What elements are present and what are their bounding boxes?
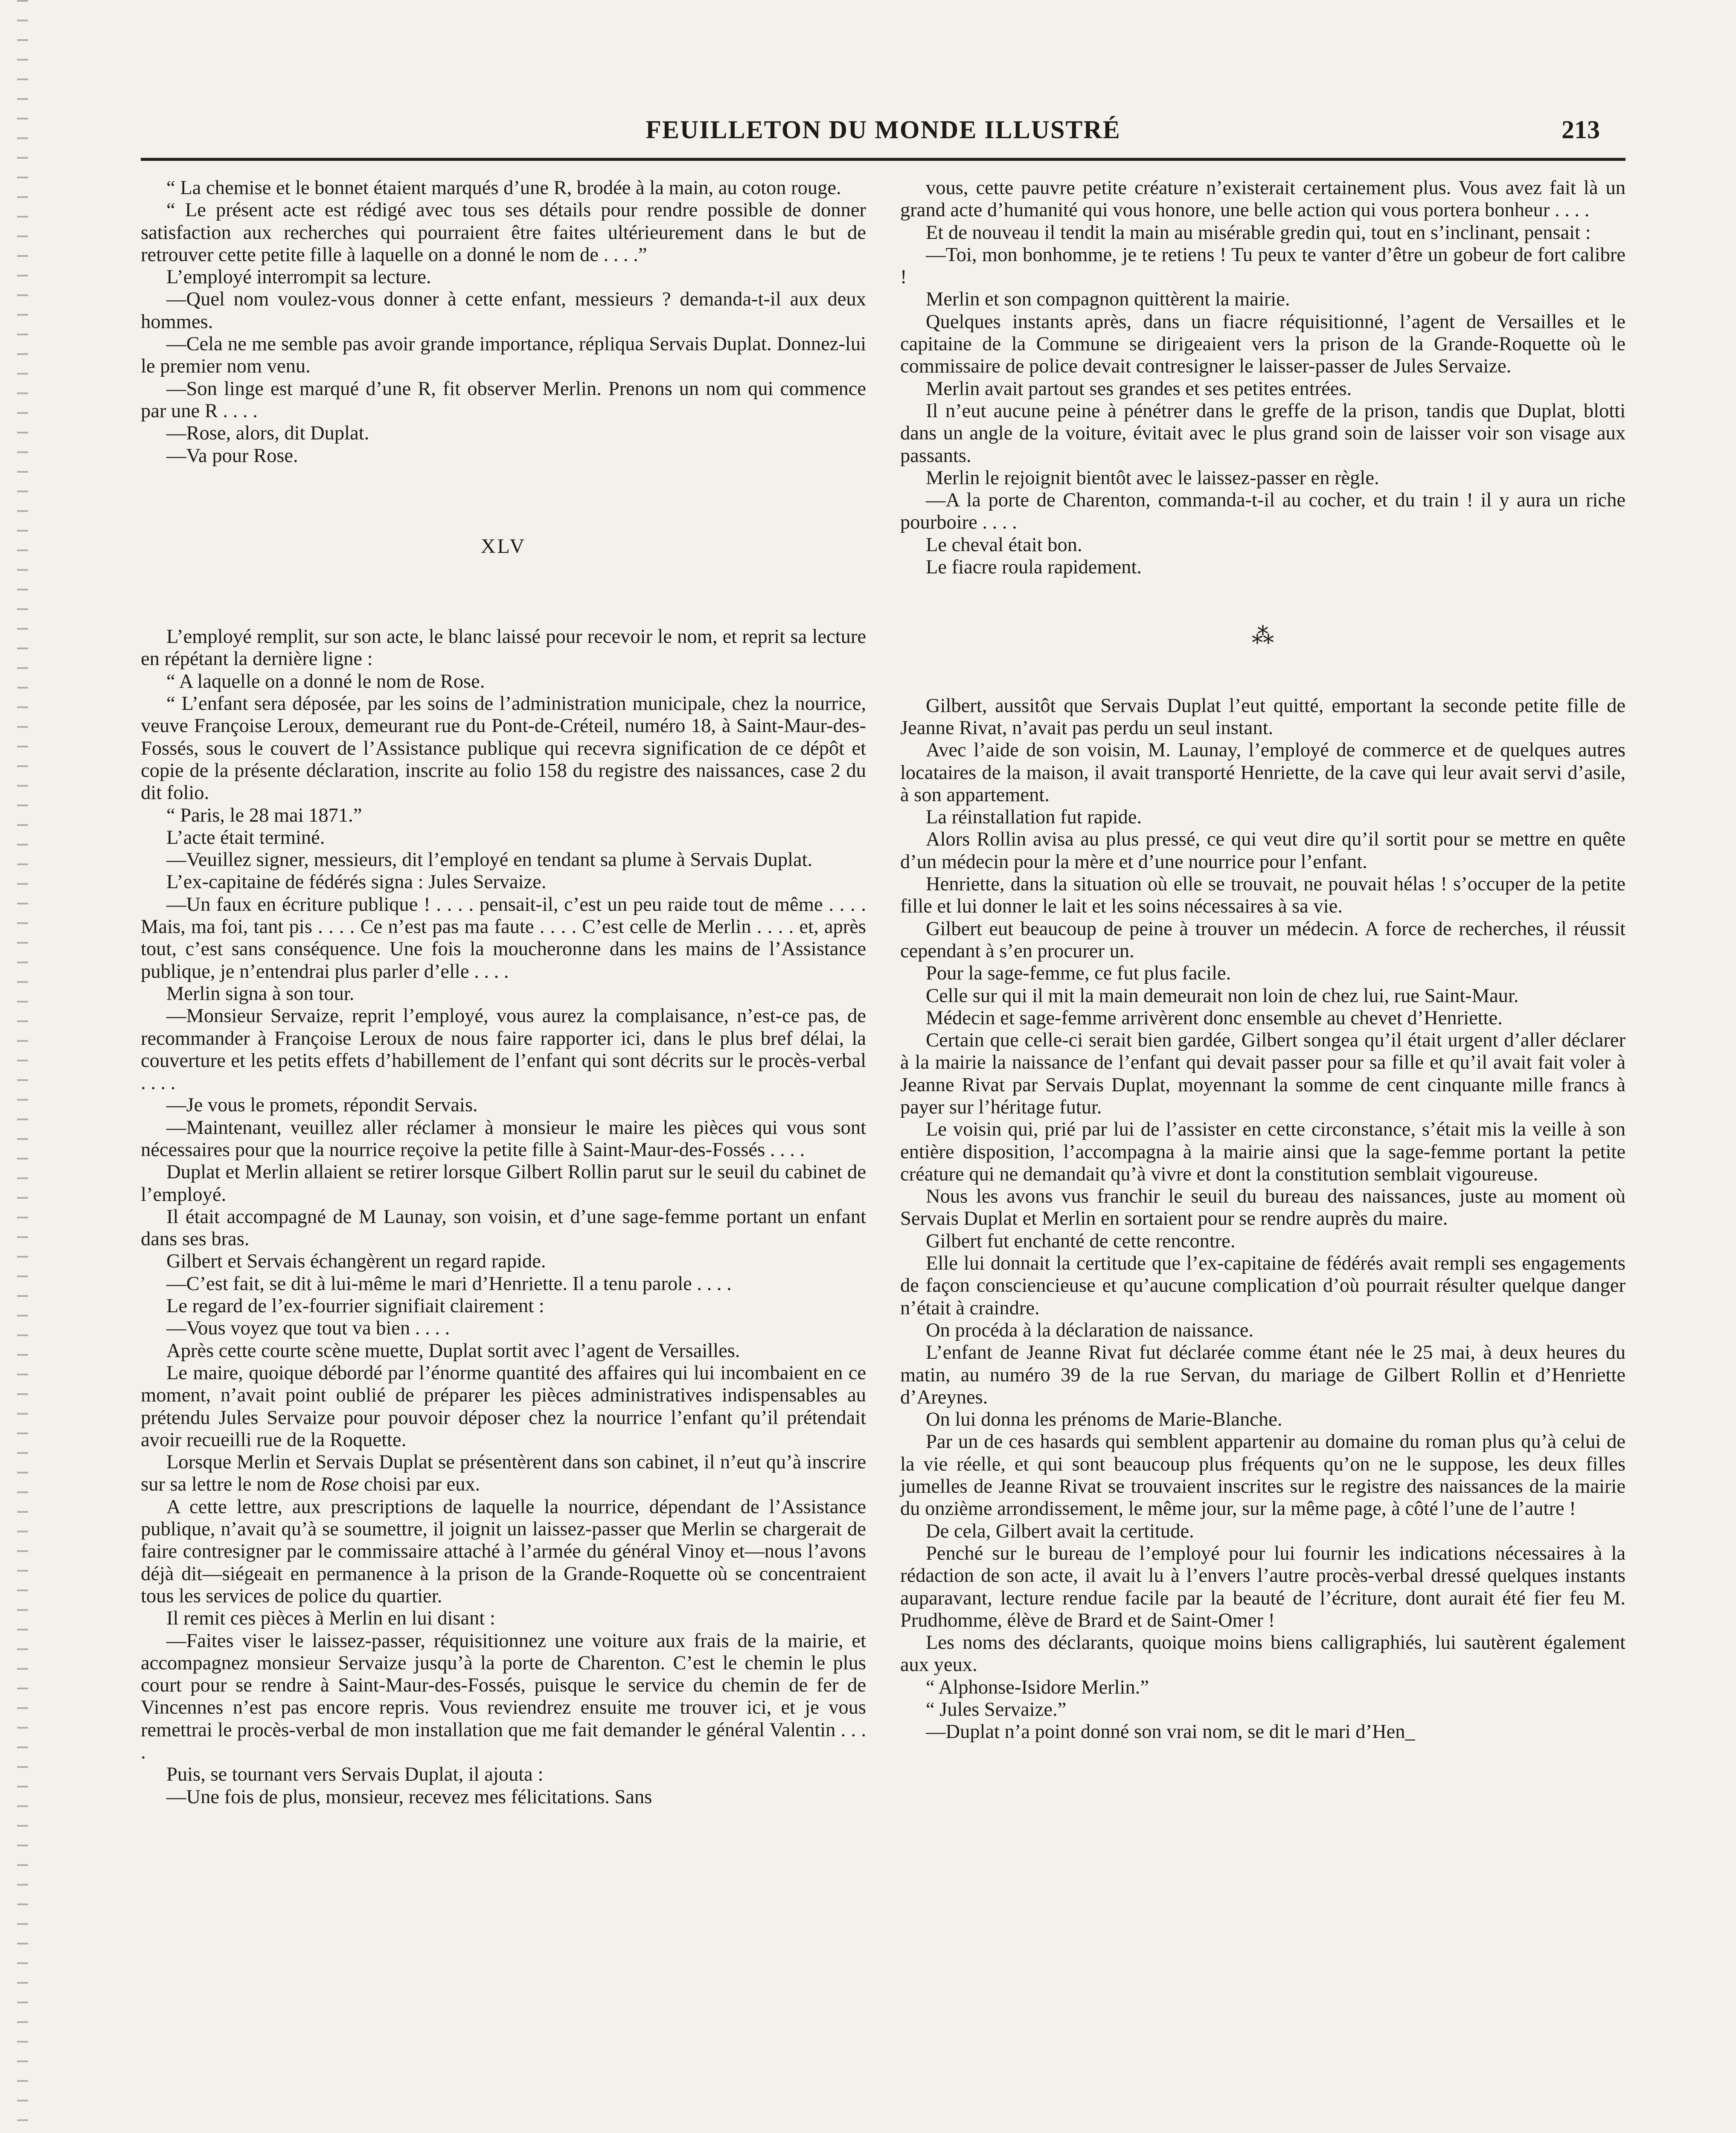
paragraph: Il n’eut aucune peine à pénétrer dans le greffe de la prison, tandis que Duplat, blotti dans un angle de la voiture, évitait avec le plus grand soin de laisser voir son visage aux passants. (900, 400, 1626, 467)
paragraph: “ Le présent acte est rédigé avec tous ses détails pour rendre possible de donner satisfaction aux recherches qui pourraient être faites ultérieurement dans le but de retrouver cette petite fille à laquelle on a donné le nom de . . . .” (141, 199, 866, 266)
paragraph: A cette lettre, aux prescriptions de laquelle la nourrice, dépendant de l’Assistance publique, n’avait qu’à se soumettre, il joignit un laissez-passer que Merlin se chargerait de faire contresigner par le commissaire attaché à l’armée du général Vinoy et—nous l’avons déjà dit—siégeait en permanence à la prison de la Grande-Roquette où se concentraient tous les services de police du quartier. (141, 1496, 866, 1607)
paragraph: “ Alphonse-Isidore Merlin.” (926, 1676, 1149, 1698)
paragraph: Médecin et sage-femme arrivèrent donc ensemble au chevet d’Henriette. (926, 1007, 1503, 1029)
paragraph: —Rose, alors, dit Duplat. (166, 422, 369, 445)
paragraph: L’enfant de Jeanne Rivat fut déclarée comme étant née le 25 mai, à deux heures du matin, au numéro 39 de la rue Servan, du mariage de Gilbert Rollin et d’Henriette d’Areynes. (900, 1342, 1626, 1408)
paragraph: —Va pour Rose. (166, 445, 298, 467)
paragraph: L’ex-capitaine de fédérés signa : Jules Servaize. (166, 871, 547, 893)
paragraph: —Son linge est marqué d’une R, fit observer Merlin. Prenons un nom qui commence par une R . . . . (141, 378, 866, 422)
page-header (141, 115, 1626, 154)
right-paragraphs-b (900, 695, 1626, 1744)
paragraph: —Faites viser le laissez-passer, réquisitionnez une voiture aux frais de la mairie, et accompagnez monsieur Servaize jusqu’à la porte de Charenton. C’est le chemin le plus court pour se rendre à Saint-Maur-des-Fossés, puisque le service du chemin de fer de Vincennes n’est pas encore repris. Vous reviendrez ensuite me trouver ici, et je vous remettrai le procès-verbal de mon installation que me fait demander le général Valentin . . . . (141, 1630, 866, 1763)
paragraph: Le cheval était bon. (926, 534, 1082, 556)
paragraph: Après cette courte scène muette, Duplat sortit avec l’agent de Versailles. (166, 1340, 740, 1362)
paragraph: Alors Rollin avisa au plus pressé, ce qui veut dire qu’il sortit pour se mettre en quête d’un médecin pour la mère et d’une nourrice pour l’enfant. (900, 828, 1626, 873)
paragraph: —Monsieur Servaize, reprit l’employé, vous aurez la complaisance, n’est-ce pas, de recommander à Françoise Leroux de nous faire rapporter ici, dans le plus bref délai, la couverture et les petits effets d’habillement de l’enfant qui sont décrits sur le procès-verbal . . . . (141, 1005, 866, 1094)
right-paragraphs-a (900, 177, 1626, 578)
paragraph: Merlin avait partout ses grandes et ses petites entrées. (926, 378, 1352, 400)
italic-name: Rose (320, 1473, 359, 1496)
paragraph: —Toi, mon bonhomme, je te retiens ! Tu peux te vanter d’être un gobeur de fort calibre ! (900, 244, 1626, 288)
left-paragraphs-b (141, 626, 866, 1451)
section-break-stars: ⁂ (1252, 624, 1274, 649)
paragraph: “ Jules Servaize.” (926, 1699, 1067, 1720)
paragraph: Le fiacre roula rapidement. (926, 556, 1142, 578)
paragraph: Il remit ces pièces à Merlin en lui disant : (166, 1607, 495, 1630)
paragraph: Gilbert fut enchanté de cette rencontre. (926, 1230, 1236, 1252)
paragraph: On procéda à la déclaration de naissance. (926, 1319, 1254, 1341)
paragraph: Il était accompagné de M Launay, son voisin, et d’une sage-femme portant un enfant dans ses bras. (141, 1206, 866, 1250)
paragraph: —Maintenant, veuillez aller réclamer à monsieur le maire les pièces qui vous sont nécessaires pour que la nourrice reçoive la petite fille à Saint-Maur-des-Fossés . . . . (141, 1116, 866, 1161)
paragraph: L’acte était terminé. (166, 826, 325, 849)
paragraph: Le maire, quoique débordé par l’énorme quantité des affaires qui lui incombaient en ce moment, n’avait point oublié de préparer les pièces administratives indispensables au prétendu Jules Servaize pour pouvoir déposer chez la nourrice l’enfant qu’il prétendait avoir recueilli rue de la Roquette. (141, 1362, 866, 1451)
paragraph: Quelques instants après, dans un fiacre réquisitionné, l’agent de Versailles et le capitaine de la Commune se dirigeaient vers la prison de la Grande-Roquette où le commissaire de police devait contresigner le laisser-passer de Jules Servaize. (900, 311, 1626, 378)
left-column (141, 177, 866, 1808)
paragraph: —Je vous le promets, répondit Servais. (166, 1094, 478, 1116)
paragraph: Celle sur qui il mit la main demeurait non loin de chez lui, rue Saint-Maur. (926, 985, 1519, 1007)
chapter-number: XLV (480, 535, 526, 558)
left-paragraphs-c (141, 1496, 866, 1808)
paragraph: “ A laquelle on a donné le nom de Rose. (166, 670, 485, 692)
paragraph: —Vous voyez que tout va bien . . . . (166, 1317, 450, 1340)
paragraph: Et de nouveau il tendit la main au misérable gredin qui, tout en s’inclinant, pensait : (926, 221, 1591, 244)
paragraph: —A la porte de Charenton, commanda-t-il au cocher, et du train ! il y aura un riche pourboire . . . . (900, 489, 1626, 534)
paragraph: Merlin signa à son tour. (166, 982, 355, 1005)
paragraph: vous, cette pauvre petite créature n’existerait certainement plus. Vous avez fait là un grand acte d’humanité qui vous honore, une belle action qui vous portera bonheur . . . . (900, 177, 1626, 221)
paragraph: Gilbert eut beaucoup de peine à trouver un médecin. A force de recherches, il réussit cependant à s’en procurer un. (900, 918, 1626, 962)
paragraph: —C’est fait, se dit à lui-même le mari d’Henriette. Il a tenu parole . . . . (166, 1273, 732, 1295)
paragraph: Lorsque Merlin et Servais Duplat se présentèrent dans son cabinet, il n’eut qu’à inscrire sur sa lettre le nom de Rose choisi par eux. (141, 1451, 866, 1496)
paragraph: —Un faux en écriture publique ! . . . . pensait-il, c’est un peu raide tout de même . . . . Mais, ma foi, tant pis . . . . Ce n’est pas ma faute . . . . C’est celle de Merlin . . . . et, après tout, c’est sans conséquence. Une fois la moucheronne dans les mains de l’Assistance publique, je n’entendrai plus parler d’elle . . . . (141, 893, 866, 982)
paragraph: Nous les avons vus franchir le seuil du bureau des naissances, juste au moment où Servais Duplat et Merlin en sortaient pour se rendre auprès du maire. (900, 1186, 1626, 1230)
paragraph: Henriette, dans la situation où elle se trouvait, ne pouvait hélas ! s’occuper de la petite fille et lui donner le lait et les soins nécessaires à sa vie. (900, 873, 1626, 918)
paragraph: La réinstallation fut rapide. (926, 806, 1142, 828)
paragraph: Merlin le rejoignit bientôt avec le laissez-passer en règle. (926, 467, 1379, 489)
paragraph: Les noms des déclarants, quoique moins biens calligraphiés, lui sautèrent également aux yeux. (900, 1632, 1626, 1676)
paragraph: “ La chemise et le bonnet étaient marqués d’une R, brodée à la main, au coton rouge. (166, 177, 841, 199)
paragraph: Penché sur le bureau de l’employé pour lui fournir les indications nécessaires à la rédaction de son acte, il avait lu à l’envers l’autre procès-verbal dressé quelques instants auparavant, lecture rendue facile par la beauté de l’écriture, dont aurait été fier feu M. Prudhomme, élève de Brard et de Saint-Omer ! (900, 1542, 1626, 1631)
paragraph: —Cela ne me semble pas avoir grande importance, répliqua Servais Duplat. Donnez-lui le premier nom venu. (141, 333, 866, 378)
paragraph: “ L’enfant sera déposée, par les soins de l’administration municipale, chez la nourrice, veuve Françoise Leroux, demeurant rue du Pont-de-Créteil, numéro 18, à Saint-Maur-des-Fossés, sous le couvert de l’Assistance publique qui recevra signification de ce dépôt et copie de la présente déclaration, inscrite au folio 158 du registre des naissances, case 2 du dit folio. (141, 693, 866, 804)
paragraph: —Une fois de plus, monsieur, recevez mes félicitations. Sans (166, 1786, 652, 1808)
paragraph: —Quel nom voulez-vous donner à cette enfant, messieurs ? demanda-t-il aux deux hommes. (141, 288, 866, 333)
paragraph: “ Paris, le 28 mai 1871.” (166, 804, 362, 826)
paragraph: Le regard de l’ex-fourrier signifiait clairement : (166, 1295, 544, 1317)
paragraph: Merlin et son compagnon quittèrent la mairie. (926, 288, 1290, 311)
paragraph: Elle lui donnait la certitude que l’ex-capitaine de fédérés avait rempli ses engagements de façon consciencieuse et qu’aucune complication d’où pourrait résulter quelque danger n’était à craindre. (900, 1252, 1626, 1319)
paragraph: L’employé interrompit sa lecture. (166, 266, 431, 288)
paragraph: On lui donna les prénoms de Marie-Blanche. (926, 1409, 1282, 1431)
paragraph: Duplat et Merlin allaient se retirer lorsque Gilbert Rollin parut sur le seuil du cabinet de l’employé. (141, 1161, 866, 1206)
paragraph: De cela, Gilbert avait la certitude. (926, 1520, 1194, 1542)
paragraph: Gilbert et Servais échangèrent un regard rapide. (166, 1250, 546, 1273)
header-rule (141, 158, 1626, 161)
paragraph: Pour la sage-femme, ce fut plus facile. (926, 962, 1231, 985)
right-column (900, 177, 1626, 1744)
paragraph: Certain que celle-ci serait bien gardée, Gilbert songea qu’il était urgent d’aller déclarer à la mairie la naissance de l’enfant qui devait passer pour sa fille et qu’il avait fait voler à Jeanne Rivat par Servais Duplat, moyennant la somme de cent cinquante mille francs à payer sur l’héritage futur. (900, 1029, 1626, 1118)
paragraph: Puis, se tournant vers Servais Duplat, il ajouta : (166, 1764, 544, 1786)
paragraph: Le voisin qui, prié par lui de l’assister en cette circonstance, s’était mis la veille à son entière disposition, l’accompagna à la mairie ainsi que la sage-femme portant la petite créature qui ne demandait qu’à vivre et dont la constitution semblait vigoureuse. (900, 1119, 1626, 1185)
paragraph: L’employé remplit, sur son acte, le blanc laissé pour recevoir le nom, et reprit sa lecture en répétant la dernière ligne : (141, 626, 866, 670)
page-number: 213 (1562, 116, 1600, 144)
header-title: FEUILLETON DU MONDE ILLUSTRÉ (646, 116, 1121, 144)
paragraph: Avec l’aide de son voisin, M. Launay, l’employé de commerce et de quelques autres locataires de la maison, il avait transporté Henriette, de la cave qui leur avait servi d’asile, à son appartement. (900, 739, 1626, 806)
paragraph: Par un de ces hasards qui semblent appartenir au domaine du roman plus qu’à celui de la vie réelle, et qui sont beaucoup plus fréquents qu’on ne le suppose, les deux filles jumelles de Jeanne Rivat se trouvaient inscrites sur le registre des naissances de la mairie du onzième arrondissement, le même jour, sur la même page, à côté l’une de l’autre ! (900, 1431, 1626, 1520)
binding-edge (17, 0, 28, 2133)
paragraph: —Veuillez signer, messieurs, dit l’employé en tendant sa plume à Servais Duplat. (166, 849, 813, 871)
left-paragraphs-a (141, 177, 866, 467)
paragraph: Gilbert, aussitôt que Servais Duplat l’eut quitté, emportant la seconde petite fille de Jeanne Rivat, n’avait pas perdu un seul instant. (900, 695, 1626, 739)
paragraph: —Duplat n’a point donné son vrai nom, se dit le mari d’Hen_ (926, 1721, 1415, 1743)
